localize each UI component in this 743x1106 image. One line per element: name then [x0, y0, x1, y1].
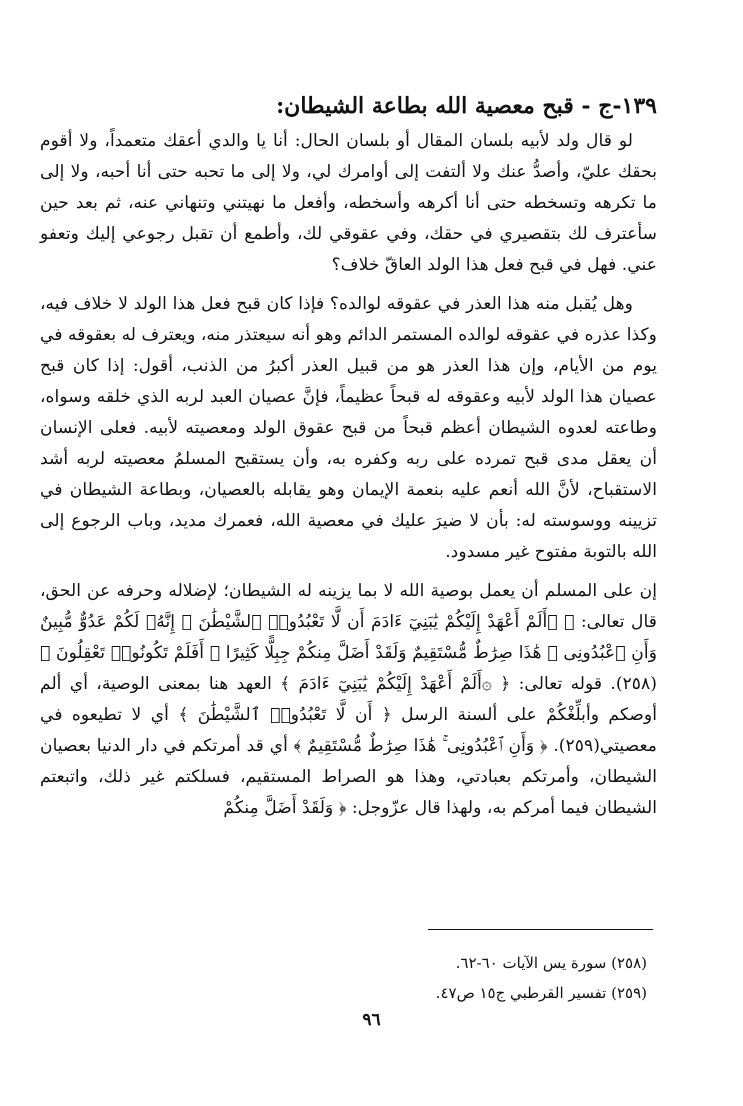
footnote-divider: [428, 929, 653, 930]
paragraph-2: وهل يُقبل منه هذا العذر في عقوقه لوالده؟ فإذا كان قبح فعل هذا الولد لا خلاف فيه، وكذا عذره في عقوقه لوالده المستمر الدائم وهو أنه سيعتذر منه، ويعترف له بعقوقه في يوم من الأيام، وإن هذا العذر هو من قبيل العذر أكبرُ من الذنب، أقول: إذا كان قبح عصيان هذا الولد لأبيه وعقوقه له قبحاً عظيماً، فإنَّ عصيان العبد لربه الذي خلقه وسواه، وطاعته لعدوه الشيطان أعظم قبحاً من قبح عقوق الولد ومعصيته لأبيه. فعلى الإنسان أن يعقل مدى قبح تمرده على ربه وكفره به، وأن يستقبح المسلمُ معصيته لربه أشد الاستقباح، لأنَّ الله أنعم عليه بنعمة الإيمان وهو يقابله بالعصيان، وبطاعة الشيطان في تزيينه ووسوسته له: بأن لا ضيرَ عليك في معصية الله، فعمرك مديد، وباب الرجوع إلى الله بالتوبة مفتوح غير مسدود.: [40, 294, 657, 562]
footnote-259: (٢٥٩) تفسير القرطبي ج١٥ ص٤٧.: [435, 984, 647, 1002]
paragraph-3: إن على المسلم أن يعمل بوصية الله لا بما يزينه له الشيطان؛ لإضلاله وحرفه عن الحق، قال تعالى: ﴿ ۞أَلَمْ أَعْهَدْ إِلَيْكُمْ يَٰبَنِيٓ ءَادَمَ أَن لَّا تَعْبُدُوا۟ ٱلشَّيْطَٰنَ ۖ إِنَّهُۥ لَكُمْ عَدُوٌّ مُّبِينٌ وَأَنِ ٱعْبُدُونِى ۚ هَٰذَا صِرَٰطٌ مُّسْتَقِيمٌ وَلَقَدْ أَضَلَّ مِنكُمْ جِبِلًّا كَثِيرًا ۖ أَفَلَمْ تَكُونُوا۟ تَعْقِلُونَ ﴾(٢٥٨). قوله تعالى: ﴿ ۞أَلَمْ أَعْهَدْ إِلَيْكُمْ يَٰبَنِيٓ ءَادَمَ ﴾ العهد هنا بمعنى الوصية، أي ألم أوصكم وأبلِّغْكُمْ على ألسنة الرسل ﴿ أَن لَّا تَعْبُدُوا۟ ٱلشَّيْطَٰنَ ﴾ أي لا تطيعوه في معصيتي(٢٥٩). ﴿ وَأَنِ ٱعْبُدُونِى ۚ هَٰذَا صِرَٰطٌ مُّسْتَقِيمٌ ﴾ أي قد أمرتكم في دار الدنيا بعصيان الشيطان، وأمرتكم بعبادتي، وهذا هو الصراط المستقيم، فسلكتم غير ذلك، واتبعتم الشيطان فيما أمركم به، ولهذا قال عزّوجل: ﴿ وَلَقَدْ أَضَلَّ مِنكُمْ: [40, 581, 657, 818]
section-title: ١٣٩-ج - قبح معصية الله بطاعة الشيطان:: [276, 93, 657, 119]
footnotes: [247, 948, 647, 1008]
footnote-258: (٢٥٨) سورة يس الآيات ٦٠-٦٢.: [455, 954, 647, 972]
page-number: ٩٦: [362, 1010, 381, 1030]
paragraph-1: لو قال ولد لأبيه بلسان المقال أو بلسان الحال: أنا يا والدي أعقك متعمداً، ولا أقوم بحقك عليّ، وأصدُّ عنك ولا ألتفت إلى أوامرك لي، ولا إلى ما تحبه حتى أنا أحبه، ولا إلى ما تكرهه وتسخطه حتى أنا أكرهه وأسخطه، وأفعل ما نهيتني وتنهاني عنه، ثم بعد حين سأعترف لك بتقصيري في حقك، وفي عقوقي لك، وأطمع أن تقبل رجوعي إليك وتعفو عني. فهل في قبح فعل هذا الولد العاقّ خلاف؟: [40, 131, 657, 275]
